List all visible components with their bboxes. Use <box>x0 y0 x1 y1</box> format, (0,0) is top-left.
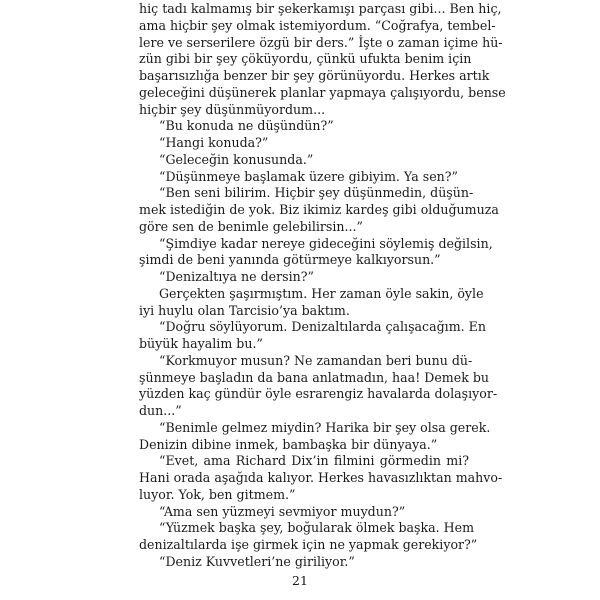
text-line: başarısızlığa benzer bir şey görünüyordu. Herkes artık <box>139 68 490 83</box>
text-line: Hani orada aşağıda kalıyor. Herkes havasızlıktan mahvo- <box>139 470 503 485</box>
text-line: “Evet, ama Richard Dix’in filmini görmedin mi? <box>159 453 469 469</box>
text-line: geleceğini düşünerek planlar yapmaya çalışıyordu, bense <box>139 84 506 100</box>
text-line: “Geleceğin konusunda.” <box>159 151 314 167</box>
text-line: “Yüzmek başka şey, boğularak ölmek başka. Hem <box>159 520 475 536</box>
text-line: “Bu konuda ne düşündün?” <box>159 118 334 134</box>
text-line: zün gibi bir şey çöküyordu, çünkü ufukta benim için <box>139 51 472 67</box>
text-line: dun...” <box>139 403 182 418</box>
text-line: “Doğru söylüyorum. Denizaltılarda çalışacağım. En <box>159 319 486 335</box>
text-line: denizaltılarda işe girmek için ne yapmak gerekiyor?” <box>139 537 478 552</box>
text-line: mek istediğin de yok. Biz ikimiz kardeş gibi olduğumuza <box>139 202 499 217</box>
text-line: hiçbir şey düşünmüyordum... <box>139 101 326 117</box>
text-line: “Deniz Kuvvetleri’ne giriliyor.” <box>159 553 355 569</box>
text-line: Denizin dibine inmek, bambaşka bir dünyaya.” <box>139 436 438 452</box>
text-line: “Benimle gelmez miydin? Harika bir şey olsa gerek. <box>159 419 491 435</box>
text-line: “Hangi konuda?” <box>159 135 269 150</box>
text-line: “Denizaltıya ne dersin?” <box>159 269 314 284</box>
text-line: Gerçekten şaşırmıştım. Her zaman öyle sakin, öyle <box>159 285 484 301</box>
text-line: iyi huylu olan Tarcisio’ya baktım. <box>139 302 350 318</box>
text-line: “Ben seni bilirim. Hiçbir şey düşünmedin, düşün- <box>159 185 474 201</box>
text-line: “Ama sen yüzmeyi sevmiyor muydun?” <box>159 503 406 519</box>
text-line: luyor. Yok, ben gitmem.” <box>139 486 296 502</box>
text-line: ama hiçbir şey olmak istemiyordum. “Coğrafya, tembel- <box>139 17 496 33</box>
text-line: göre sen de benimle gelebilirsin...” <box>139 218 363 234</box>
text-line: “Düşünmeye başlamak üzere gibiyim. Ya sen?” <box>159 168 458 184</box>
text-line: büyük hayalim bu.” <box>139 336 263 351</box>
text-line: “Şimdiye kadar nereye gideceğini söylemiş değilsin, <box>159 235 493 251</box>
text-line: lere ve serserilere özgü bir ders.” İşte o zaman içime hü- <box>139 34 503 50</box>
text-line: şünmeye başladın da bana anlatmadın, haa! Demek bu <box>139 369 490 385</box>
text-line: “Korkmuyor musun? Ne zamandan beri bunu dü- <box>159 352 473 368</box>
text-line: hiç tadı kalmamış bir şekerkamışı parçası gibi... Ben hiç, <box>139 1 502 16</box>
text-line: yüzden kaç gündür öyle esrarengiz havalarda dolaşıyor- <box>139 386 498 402</box>
page-number: 21 <box>292 573 308 588</box>
text-line: şimdi de beni yanında götürmeye kalkıyorsun.” <box>139 252 441 268</box>
